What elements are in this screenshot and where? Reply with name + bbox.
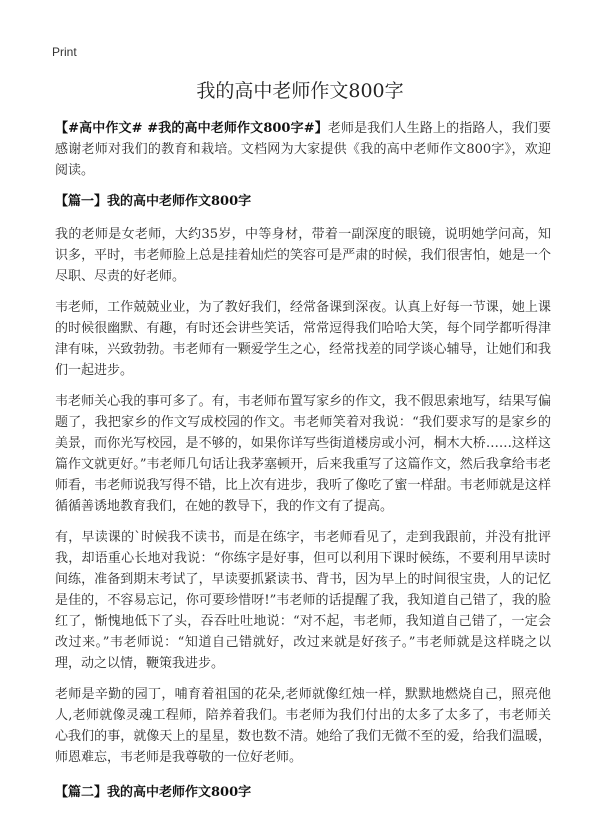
intro-paragraph xyxy=(55,118,551,181)
paragraph-1: 我的老师是女老师，大约35岁，中等身材，带着一副深度的眼镜，说明她学问高，知识多，平时，韦老师脸上总是挂着灿烂的笑容可是严肃的时候，我们很害怕，她是一个尽职、尽责的好老师。 xyxy=(55,227,551,284)
paragraph-2: 韦老师，工作兢兢业业，为了教好我们，经常备课到深夜。认真上好每一节课，她上课的时候很幽默、有趣，有时还会讲些笑话，常常逗得我们哈哈大笑，每个同学都听得津津有味，兴致勃勃。韦老师有一颗爱学生之心，经常找差的同学谈心辅导，让她们和我们一起进步。 xyxy=(55,300,551,378)
paragraph-4: 有，早读课的`时候我不读书，而是在练字，韦老师看见了，走到我跟前，并没有批评我，却语重心长地对我说：“你练字是好事，但可以利用下课时候练，不要利用早读时间练，准备到期末考试了，早读要抓紧读书、背书，因为早上的时间很宝贵，人的记忆是佳的，不容易忘记，你可要珍惜呀!”韦老师的话提醒了我，我知道自己错了，我的脸红了，惭愧地低下了头，吞吞吐吐地说：“对不起，韦老师，我知道自己错了，一定会改过来。”韦老师说：“知道自己错就好，改过来就是好孩子。”韦老师就是这样晓之以理，动之以情，鞭策我进步。 xyxy=(55,530,551,671)
section-heading-1: 【篇一】我的高中老师作文800字 xyxy=(55,194,252,209)
paragraph-5: 老师是辛勤的园丁，哺育着祖国的花朵,老师就像红烛一样，默默地燃烧自己，照亮他人,老师就像灵魂工程师，陪养着我们。韦老师为我们付出的太多了太多了，韦老师关心我们的事，就像天上的星星，数也数不清。她给了我们无微不至的爱，给我们温暖，师恩难忘，韦老师是我尊敬的一位好老师。 xyxy=(55,687,551,765)
page-title: 我的高中老师作文800字 xyxy=(196,80,404,102)
paragraph-3: 韦老师关心我的事可多了。有，韦老师布置写家乡的作文，我不假思索地写，结果写偏题了，我把家乡的作文写成校园的作文。韦老师笑着对我说：“我们要求写的是家乡的美景，而你光写校园，是不够的，如果你详写些街道楼房或小河，桐木大桥……这样这篇作文就更好。”韦老师几句话让我茅塞顿开，后来我重写了这篇作文，然后我拿给韦老师看，韦老师说我写得不错，比上次有进步，我听了像吃了蜜一样甜。韦老师就是这样循循善诱地教育我们，在她的教导下，我的作文有了提高。 xyxy=(55,394,551,514)
intro-tag: 【#高中作文# #我的高中老师作文800字#】 xyxy=(55,121,328,136)
intro-text: 老师是我们人生路上的指路人，我们要感谢老师对我们的教育和栽培。文档网为大家提供《我的高中老师作文800字》，欢迎阅读。 xyxy=(55,121,551,178)
print-link[interactable]: Print xyxy=(52,45,77,59)
article-body xyxy=(55,118,551,815)
section-heading-2: 【篇二】我的高中老师作文800字 xyxy=(55,785,252,800)
